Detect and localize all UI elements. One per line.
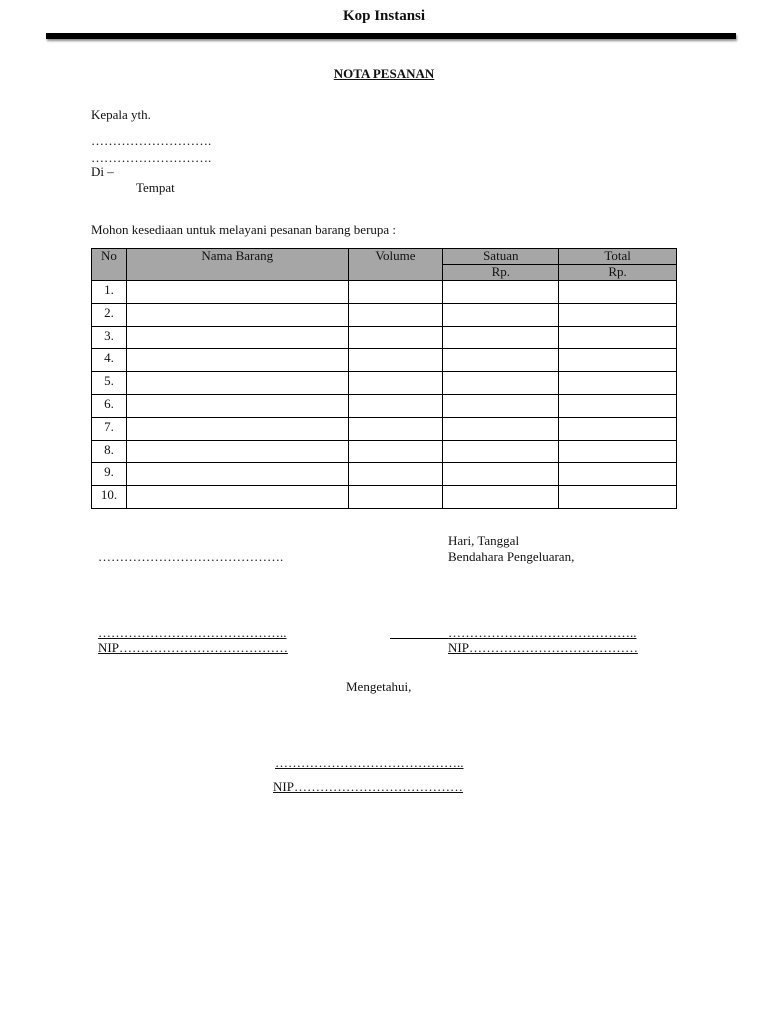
cell-satuan [443,281,559,304]
cell-nama-barang [126,372,348,395]
table-row [92,326,677,349]
table-row [92,417,677,440]
cell-volume [348,326,443,349]
letterhead-rule [46,33,736,39]
letterhead-title: Kop Instansi [342,8,426,24]
col-header-volume: Volume [348,249,443,281]
cell-nama-barang [126,394,348,417]
col-header-total-unit: Rp. [559,265,677,281]
cell-satuan [443,303,559,326]
right-signatory-title: Bendahara Pengeluaran, [448,549,575,564]
cell-satuan [443,372,559,395]
table-row [92,463,677,486]
cell-satuan [443,349,559,372]
cell-no: 7. [92,417,127,440]
table-row [92,394,677,417]
cell-no: 2. [92,303,127,326]
cell-satuan [443,486,559,509]
cell-volume [348,303,443,326]
cell-volume [348,349,443,372]
cell-volume [348,463,443,486]
cell-no: 4. [92,349,127,372]
cell-nama-barang [126,463,348,486]
cell-total [559,417,677,440]
cell-total [559,394,677,417]
cell-total [559,463,677,486]
cell-nama-barang [126,417,348,440]
cell-total [559,349,677,372]
signature-line [390,638,448,639]
right-signatory-nip: NIP………………………………… [448,640,638,655]
cell-nama-barang [126,486,348,509]
cell-no: 10. [92,486,127,509]
bottom-signatory-nip: NIP………………………………… [273,779,463,794]
order-table [91,248,677,509]
cell-total [559,303,677,326]
cell-total [559,440,677,463]
recipient-di: Di – [91,164,114,179]
cell-total [559,486,677,509]
cell-satuan [443,417,559,440]
cell-volume [348,281,443,304]
col-header-satuan-unit: Rp. [443,265,559,281]
cell-volume [348,440,443,463]
cell-no: 8. [92,440,127,463]
left-signatory-title: ……………………………………. [98,549,284,564]
recipient-line-2: ………………………. [91,150,212,165]
cell-nama-barang [126,281,348,304]
right-signatory-name: …………………………………….. [448,625,637,640]
recipient-salutation: Kepala yth. [91,107,151,122]
cell-volume [348,394,443,417]
left-signatory-nip: NIP………………………………… [98,640,288,655]
cell-nama-barang [126,349,348,372]
cell-nama-barang [126,440,348,463]
recipient-tempat: Tempat [136,180,175,195]
cell-nama-barang [126,326,348,349]
cell-satuan [443,440,559,463]
cell-total [559,281,677,304]
cell-satuan [443,463,559,486]
table-row [92,303,677,326]
bottom-signatory-name: …………………………………….. [275,755,464,770]
left-signatory-name: …………………………………….. [98,625,287,640]
cell-no: 3. [92,326,127,349]
cell-no: 5. [92,372,127,395]
cell-satuan [443,326,559,349]
table-row [92,349,677,372]
cell-no: 6. [92,394,127,417]
cell-satuan [443,394,559,417]
cell-volume [348,372,443,395]
cell-no: 1. [92,281,127,304]
col-header-total: Total [559,249,677,265]
cell-volume [348,486,443,509]
col-header-nama-barang: Nama Barang [126,249,348,281]
intro-text: Mohon kesediaan untuk melayani pesanan barang berupa : [91,222,397,237]
table-row [92,440,677,463]
document-title: NOTA PESANAN [333,66,435,81]
table-row [92,281,677,304]
recipient-line-1: ………………………. [91,133,212,148]
cell-nama-barang [126,303,348,326]
cell-total [559,372,677,395]
cell-total [559,326,677,349]
col-header-no: No [92,249,127,281]
col-header-satuan: Satuan [443,249,559,265]
cell-volume [348,417,443,440]
cell-no: 9. [92,463,127,486]
table-row [92,486,677,509]
date-label: Hari, Tanggal [448,533,520,548]
table-row [92,372,677,395]
acknowledged-label: Mengetahui, [346,679,412,694]
